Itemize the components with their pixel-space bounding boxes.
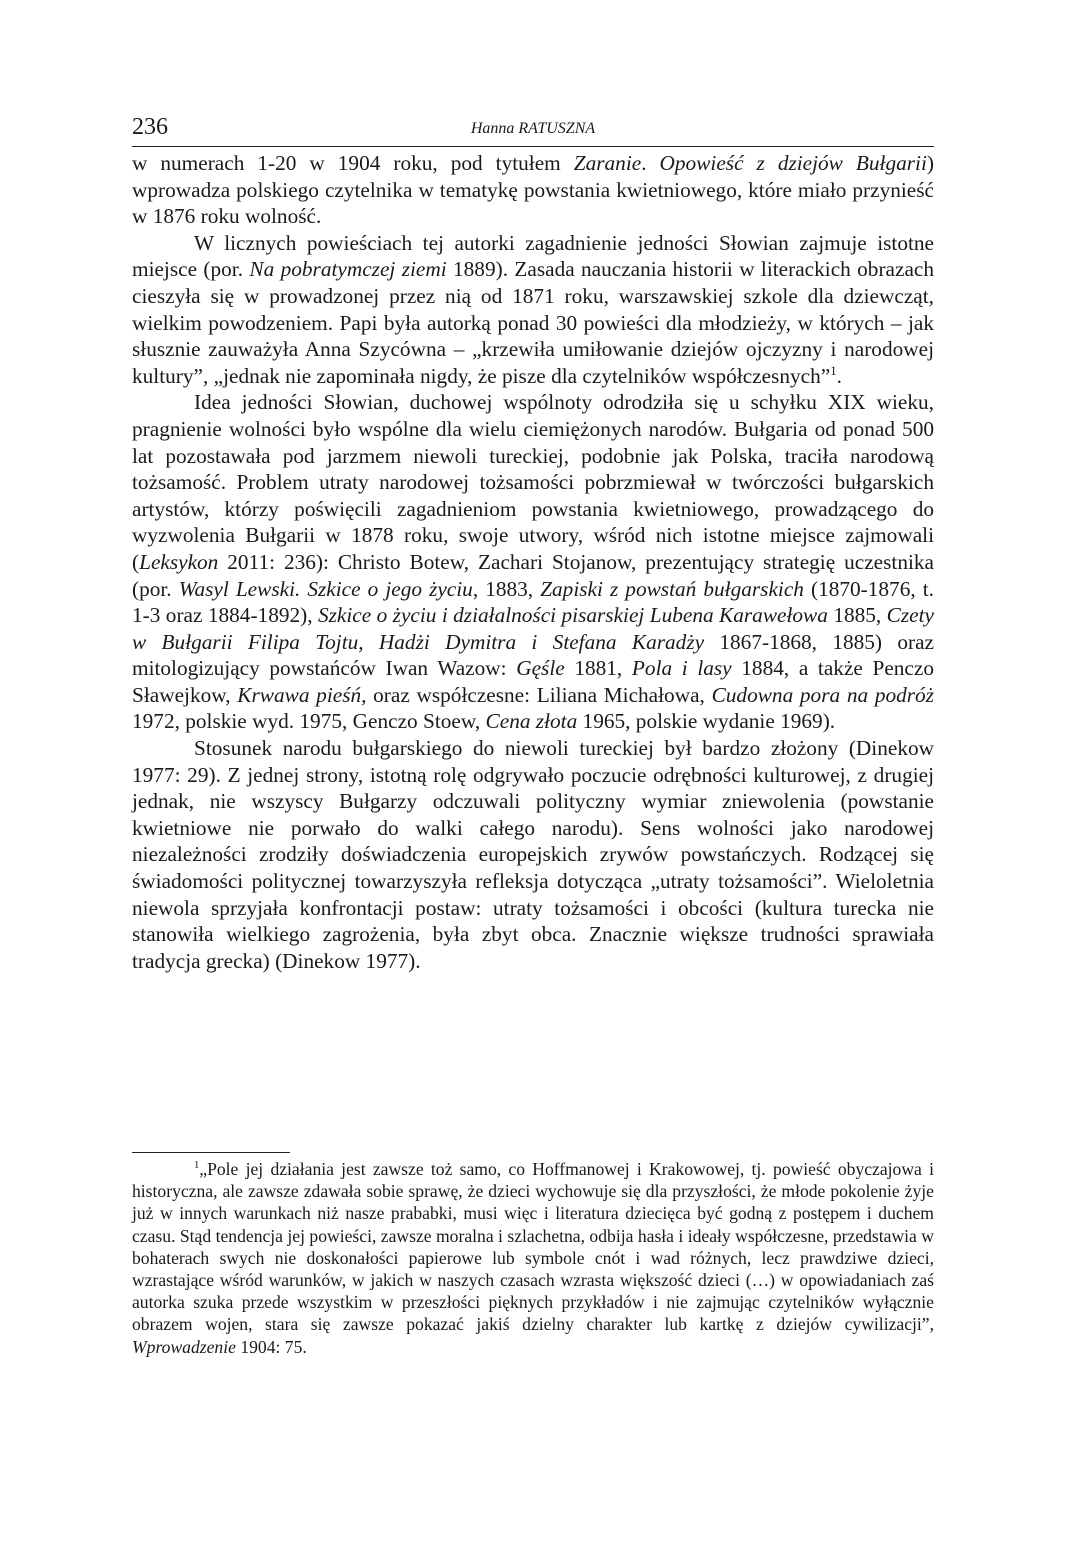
page-number: 236 xyxy=(132,114,168,140)
footnote-divider xyxy=(132,1152,290,1153)
footnote-marker: 1 xyxy=(194,1160,200,1172)
paragraph-2: W licznych powieściach tej autorki zagadnienie jedności Słowian zajmuje istotne miejsce (por. Na pobratymczej ziemi 1889). Zasada nauczania historii w literackich obrazach cieszyła się w prowadzonej przez nią od 1871 roku, warszawskiej szkole dla dziewcząt, wielkim powodzeniem. Papi była autorką ponad 30 powieści dla młodzieży, w których – jak słusznie zauważyła Anna Szycówna – „krzewiła umiłowanie dziejów ojczyzny i narodowej kultury”, „jednak nie zapominała nigdy, że pisze dla czytelników współczesnych”$^1$. xyxy=(132,230,935,388)
paragraph-4: Stosunek narodu bułgarskiego do niewoli tureckiej był bardzo złożony (Dinekow 1977: 29). Z jednej strony, istotną rolę odgrywało poczucie odrębności kulturowej, z drugiej jednak, nie wszyscy Bułgarzy odczuwali polityczny wymiar zniewolenia (powstanie kwietniowe nie porwało do walki całego narodu). Sens wolności jako narodowej niezależności zrodziły doświadczenia europejskich zrywów powstańczych. Rodzącej się świadomości politycznej towarzyszyła refleksja dotycząca „utraty tożsamości”. Wieloletnia niewola sprzyjała konfrontacji postaw: utraty tożsamości i obcości (kultura turecka nie stanowiła wielkiego zagrożenia, była zbyt obca. Znacznie większe trudności sprawiała tradycja grecka) (Dinekow 1977). xyxy=(132,736,934,973)
title-opowiesc: Opowieść z dziejów Bułgarii xyxy=(659,151,927,175)
footnote-ref-1[interactable]: 1 xyxy=(830,363,837,378)
body-text xyxy=(132,150,934,974)
title-zaranie: Zaranie xyxy=(573,151,642,175)
running-head: Hanna RATUSZNA xyxy=(470,120,596,137)
title-na-pobratymczej-ziemi: Na pobratymczej ziemi xyxy=(249,257,447,282)
paragraph-3: Idea jedności Słowian, duchowej wspólnoty odrodziła się u schyłku XIX wieku, pragnienie wolności było wspólne dla wielu ciemiężonych narodów. Bułgaria od ponad 500 lat pozostawała pod jarzmem niewoli tureckiej, podobnie jak Polska, traciła narodową tożsamość. Problem utraty narodowej tożsamości pobrzmiewał w twórczości bułgarskich artystów, którzy poświęcili zagadnieniom powstania kwietniowego, prowadzącego do wyzwolenia Bułgarii w 1878 roku, swoje utwory, wśród nich istotne miejsce zajmowali (Leksykon 2011: 236): Christo Botew, Zachari Stojanow, prezentujący strategię uczestnika (por. Wasyl Lewski. Szkice o jego życiu, 1883, Zapiski z powstań bułgarskich (1870-1876, t. 1-3 oraz 1884-1892), Szkice o życiu i działalności pisarskiej Lubena Karawełowa 1885, Czety w Bułgarii Filipa Tojtu, Hadżi Dymitra i Stefana Karadży 1867-1868, 1885) oraz mitologizujący powstańców Iwan Wazow: Gęśle 1881, Pola i lasy 1884, a także Penczo Sławejkow, Krwawa pieśń, oraz współczesne: Liliana Michałowa, Cudowna pora na podróż 1972, polskie wyd. 1975, Genczo Stoew, Cena złota 1965, polskie wydanie 1969). xyxy=(132,390,934,734)
title-wprowadzenie: Wprowadzenie xyxy=(132,1336,236,1357)
footnote-1: $^1$„Pole jej działania jest zawsze toż samo, co Hoffmanowej i Krakowowej, tj. powieść obyczajowa i historyczna, ale zawsze zdawała sobie sprawę, że dzieci wychowuje się dla przyszłości, że młode pokolenie żyje już w innych warunkach niż nasze prababki, musi więc i literatura dziecięca być godną z postępem i duchem czasu. Stąd tendencja jej powieści, zawsze moralna i szlachetna, odbija hasła i ideały współczesne, przedstawia w bohaterach swych nie doskonałości papierowe lub symbole cnót i wad różnych, lecz prawdziwe dzieci, wzrastające wśród warunków, w jakich w naszych czasach wzrasta większość dzieci (…) w opowiadaniach zaś autorka szuka przede wszystkim w przeszłości pięknych przykładów i nie zajmując czytelników wyłącznie obrazem wojen, stara się zawsze pokazać jakiś dzielny charakter lub kartkę z dziejów cywilizacji”, Wprowadzenie 1904: 75. xyxy=(132,1159,934,1357)
paragraph-1: w numerach 1-20 w 1904 roku, pod tytułem Zaranie. Opowieść z dziejów Bułgarii) wprowadza polskiego czytelnika w tematykę powstania kwietniowego, które miało przynieść w 1876 roku wolność. xyxy=(132,151,934,229)
page-header xyxy=(132,112,934,147)
